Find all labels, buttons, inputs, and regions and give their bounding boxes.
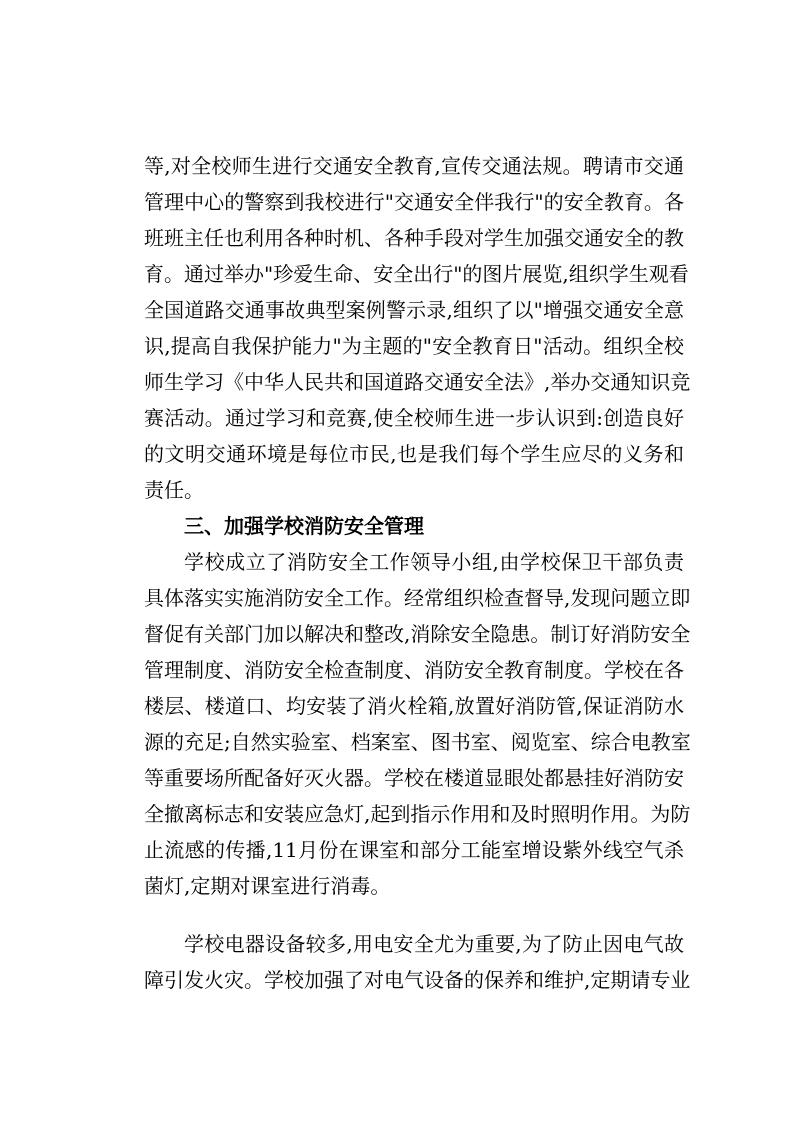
paragraph1-line-2: 管理中心的警察到我校进行"交通安全伴我行"的安全教育。各 (144, 190, 684, 214)
paragraph1-line-1: 等,对全校师生进行交通安全教育,宣传交通法规。聘请市交通 (144, 154, 684, 178)
paragraph2-line-9: 止流感的传播,11月份在课室和部分工能室增设紫外线空气杀 (144, 838, 684, 862)
paragraph2-line-1: 学校成立了消防安全工作领导小组,由学校保卫干部负责 (184, 550, 684, 574)
paragraph1-line-9: 的文明交通环境是每位市民,也是我们每个学生应尽的义务和 (144, 442, 684, 466)
paragraph2-line-6: 源的充足;自然实验室、档案室、图书室、阅览室、综合电教室 (144, 730, 691, 754)
paragraph2-line-3: 督促有关部门加以解决和整改,消除安全隐患。制订好消防安全 (144, 622, 691, 646)
paragraph1-line-5: 全国道路交通事故典型案例警示录,组织了以"增强交通安全意 (144, 298, 684, 322)
paragraph1-line-4: 育。通过举办"珍爱生命、安全出行"的图片展览,组织学生观看 (144, 262, 689, 286)
paragraph1-line-3: 班班主任也利用各种时机、各种手段对学生加强交通安全的教 (144, 226, 684, 250)
paragraph2-line-2: 具体落实实施消防安全工作。经常组织检查督导,发现问题立即 (144, 586, 691, 610)
paragraph3-line-1: 学校电器设备较多,用电安全尤为重要,为了防止因电气故 (184, 932, 684, 956)
section-heading: 三、加强学校消防安全管理 (184, 514, 424, 538)
paragraph2-line-10: 菌灯,定期对课室进行消毒。 (144, 874, 391, 898)
paragraph2-line-7: 等重要场所配备好灭火器。学校在楼道显眼处都悬挂好消防安 (144, 766, 684, 790)
paragraph2-line-8: 全撤离标志和安装应急灯,起到指示作用和及时照明作用。为防 (144, 802, 691, 826)
paragraph3-line-2: 障引发火灾。学校加强了对电气设备的保养和维护,定期请专业 (144, 968, 691, 992)
paragraph2-line-4: 管理制度、消防安全检查制度、消防安全教育制度。学校在各 (144, 658, 684, 682)
paragraph1-line-8: 赛活动。通过学习和竞赛,使全校师生进一步认识到:创造良好 (144, 406, 684, 430)
paragraph1-line-7: 师生学习《中华人民共和国道路交通安全法》,举办交通知识竞 (144, 370, 691, 394)
paragraph1-line-6: 识,提高自我保护能力"为主题的"安全教育日"活动。组织全校 (144, 334, 684, 358)
paragraph2-line-5: 楼层、楼道口、均安装了消火栓箱,放置好消防管,保证消防水 (144, 694, 684, 718)
paragraph1-line-10: 责任。 (144, 478, 204, 502)
